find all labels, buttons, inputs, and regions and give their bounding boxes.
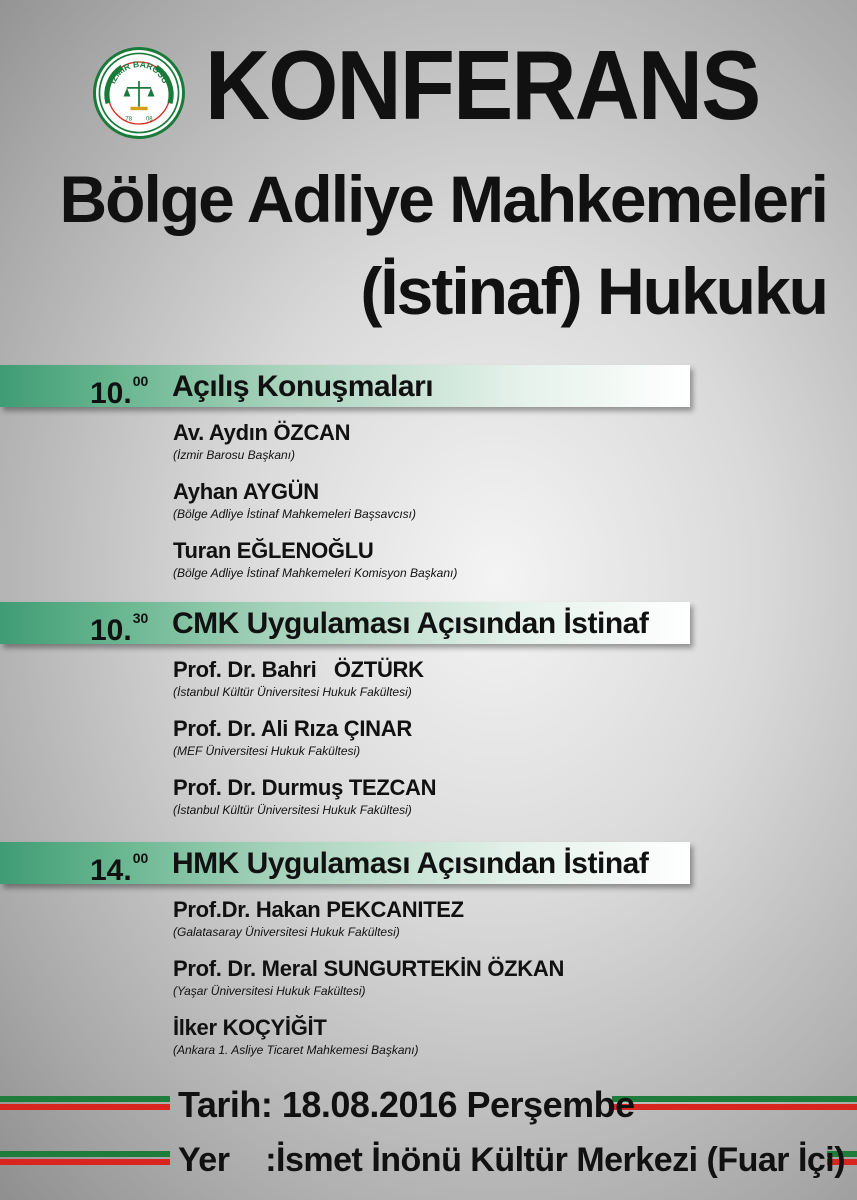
session-3-time: 14.00: [90, 850, 149, 887]
green-stripe: [0, 1096, 170, 1102]
red-stripe: [0, 1104, 170, 1110]
speaker: [173, 420, 350, 463]
speaker: [173, 479, 416, 522]
session-1-time: 10.00: [90, 373, 149, 410]
speaker-role: (MEF Üniversitesi Hukuk Fakültesi): [173, 744, 361, 758]
speaker-role: (Yaşar Üniversitesi Hukuk Fakültesi): [173, 984, 366, 998]
speaker-name: Prof. Dr. Ali Rıza ÇINAR: [173, 716, 412, 741]
speaker-name: Av. Aydın ÖZCAN: [173, 420, 351, 445]
subtitle-line-1: Bölge Adliye Mahkemeleri: [59, 162, 827, 236]
red-stripe: [0, 1159, 170, 1165]
date-line: [0, 1080, 857, 1130]
venue-line: [0, 1135, 857, 1185]
subtitle-line-2: (İstinaf) Hukuku: [360, 254, 827, 328]
green-stripe: [612, 1096, 857, 1102]
session-1-title: Açılış Konuşmaları: [172, 370, 434, 403]
green-stripe: [0, 1151, 170, 1157]
speaker: [173, 956, 564, 999]
logo-year-right: 08: [145, 116, 153, 123]
speaker-role: (Bölge Adliye İstinaf Mahkemeleri Başsavcısı): [173, 507, 416, 521]
session-1-header: [0, 365, 690, 410]
event-date: Tarih: 18.08.2016 Perşembe: [178, 1084, 635, 1125]
session-3-header: [0, 842, 690, 887]
speaker-role: (İzmir Barosu Başkanı): [173, 448, 296, 462]
speaker: [173, 716, 412, 759]
speaker-role: (İstanbul Kültür Üniversitesi Hukuk Fakültesi): [173, 685, 412, 699]
speaker: [173, 1015, 419, 1058]
speaker-name: Turan EĞLENOĞLU: [173, 538, 374, 563]
speaker-role: (İstanbul Kültür Üniversitesi Hukuk Fakültesi): [173, 803, 412, 817]
speaker: [173, 538, 457, 581]
speaker: [173, 897, 464, 940]
izmir-barosu-logo: [93, 47, 185, 139]
session-3-title: HMK Uygulaması Açısından İstinaf: [172, 847, 649, 880]
page-title: KONFERANS: [205, 30, 760, 140]
red-stripe: [612, 1104, 857, 1110]
speaker-role: (Bölge Adliye İstinaf Mahkemeleri Komisyon Başkanı): [173, 566, 458, 580]
speaker-name: Prof. Dr. Durmuş TEZCAN: [173, 775, 437, 800]
speaker-name: Prof. Dr. Meral SUNGURTEKİN ÖZKAN: [173, 956, 565, 981]
speaker-name: İlker KOÇYİĞİT: [173, 1015, 327, 1040]
speaker: [173, 775, 436, 818]
speaker-name: Ayhan AYGÜN: [173, 479, 319, 504]
speaker-role: (Ankara 1. Asliye Ticaret Mahkemesi Başkanı): [173, 1043, 419, 1057]
logo-top-text: İZMİR BAROSU: [107, 59, 171, 86]
session-2-header: [0, 602, 690, 647]
speaker-role: (Galatasaray Üniversitesi Hukuk Fakültesi): [173, 925, 400, 939]
session-2-title: CMK Uygulaması Açısından İstinaf: [172, 607, 649, 640]
speaker: [173, 657, 424, 700]
logo-year-left: 78: [125, 116, 133, 123]
event-venue: Yer :İsmet İnönü Kültür Merkezi (Fuar İçi): [178, 1141, 846, 1179]
speaker-name: Prof. Dr. Bahri ÖZTÜRK: [173, 657, 424, 682]
speaker-name: Prof.Dr. Hakan PEKCANITEZ: [173, 897, 464, 922]
session-2-time: 10.30: [90, 610, 149, 647]
